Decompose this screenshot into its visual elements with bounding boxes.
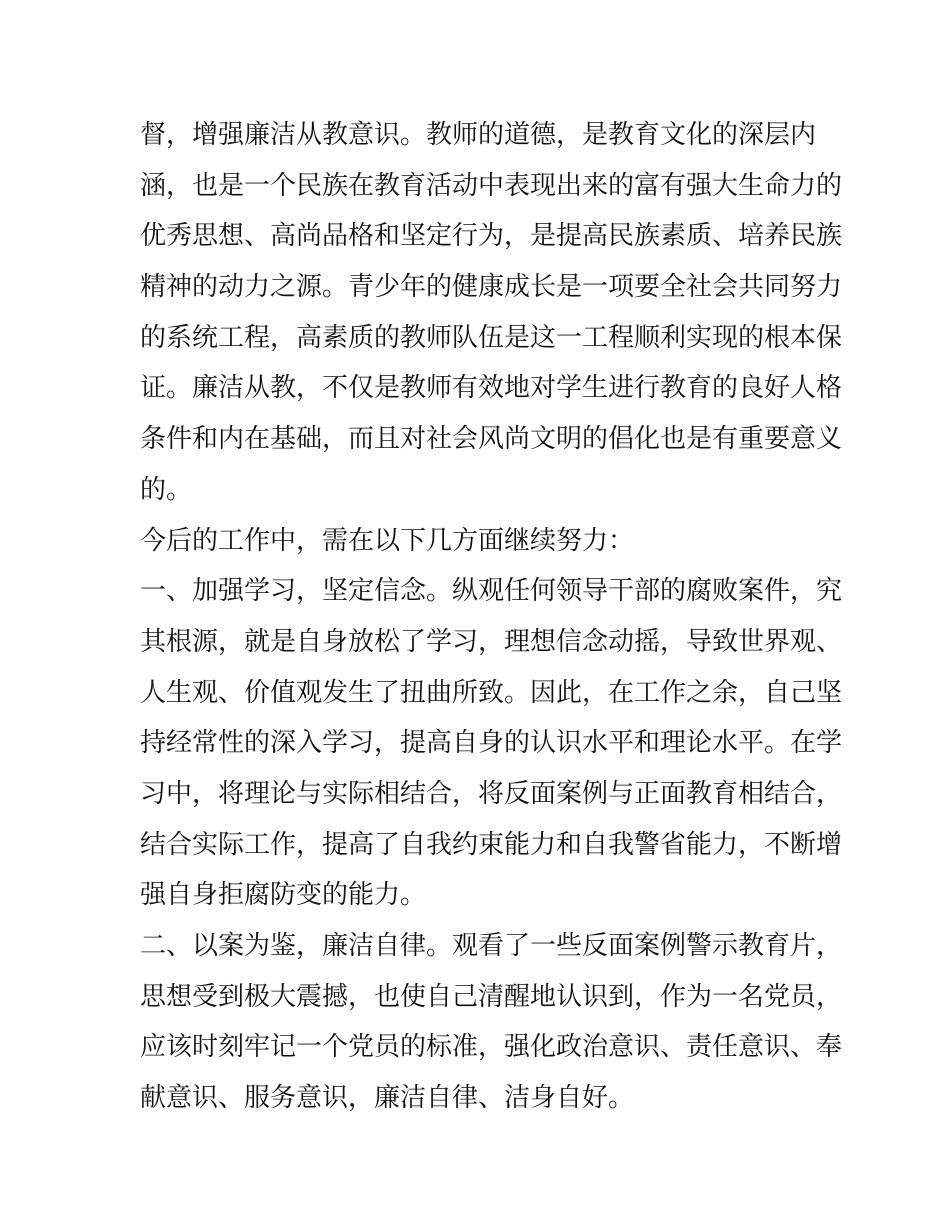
text-line: 强自身拒腐防变的能力。	[140, 880, 427, 911]
text-line: 习中，将理论与实际相结合，将反面案例与正面教育相结合，	[140, 778, 843, 809]
text-line: 精神的动力之源。青少年的健康成长是一项要全社会共同努力	[140, 272, 843, 303]
text-line: 的系统工程，高素质的教师队伍是这一工程顺利实现的根本保	[140, 322, 843, 353]
text-line: 其根源，就是自身放松了学习，理想信念动摇，导致世界观、	[140, 626, 843, 657]
text-line: 献意识、服务意识，廉洁自律、洁身自好。	[140, 1083, 635, 1114]
text-line: 持经常性的深入学习，提高自身的认识水平和理论水平。在学	[140, 728, 843, 759]
body-text	[140, 110, 843, 1124]
text-line: 思想受到极大震撼，也使自己清醒地认识到，作为一名党员，	[140, 981, 843, 1012]
text-line: 督，增强廉洁从教意识。教师的道德，是教育文化的深层内	[140, 120, 817, 150]
text-line: 优秀思想、高尚品格和坚定行为，是提高民族素质、培养民族	[140, 221, 843, 252]
text-line: 涵，也是一个民族在教育活动中表现出来的富有强大生命力的	[140, 170, 843, 201]
text-line: 条件和内在基础，而且对社会风尚文明的倡化也是有重要意义	[140, 424, 843, 455]
text-line: 的。	[140, 474, 193, 505]
text-line: 证。廉洁从教，不仅是教师有效地对学生进行教育的良好人格	[140, 373, 843, 404]
text-line: 一、加强学习，坚定信念。纵观任何领导干部的腐败案件，究	[140, 576, 843, 607]
text-line: 人生观、价值观发生了扭曲所致。因此，在工作之余，自己坚	[140, 677, 843, 708]
text-line: 结合实际工作，提高了自我约束能力和自我警省能力，不断增	[140, 829, 843, 860]
text-line: 二、以案为鉴，廉洁自律。观看了一些反面案例警示教育片，	[140, 931, 843, 961]
text-line: 今后的工作中，需在以下几方面继续努力：	[140, 525, 635, 556]
text-line: 应该时刻牢记一个党员的标准，强化政治意识、责任意识、奉	[140, 1032, 843, 1063]
